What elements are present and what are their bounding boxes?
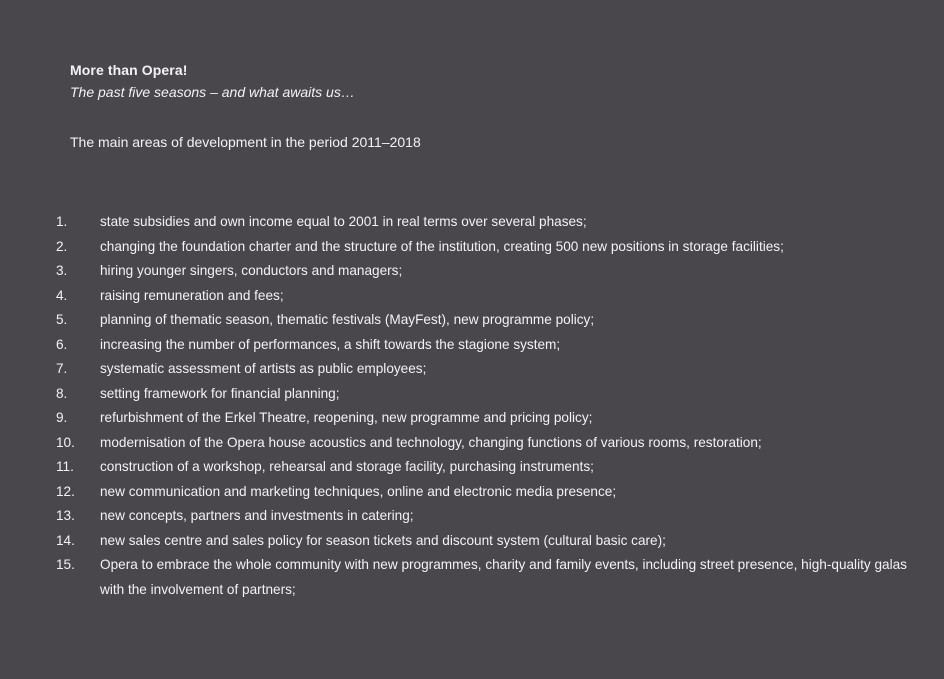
item-text: refurbishment of the Erkel Theatre, reopening, new programme and pricing policy; <box>100 410 593 425</box>
list-item <box>56 529 916 554</box>
list-item <box>56 504 916 529</box>
item-text: setting framework for financial planning; <box>100 385 340 401</box>
item-number: 13. <box>56 508 75 523</box>
list-item <box>56 406 916 431</box>
item-number: 14. <box>56 532 75 548</box>
item-number: 10. <box>56 434 75 450</box>
list-item <box>56 382 916 407</box>
list-item <box>56 259 916 284</box>
item-text: construction of a workshop, rehearsal and storage facility, purchasing instruments; <box>100 459 594 474</box>
list-item <box>56 308 916 333</box>
item-text: raising remuneration and fees; <box>100 287 284 303</box>
list-item <box>56 357 916 382</box>
page-subtitle: The past five seasons – and what awaits us… <box>70 84 355 100</box>
item-number: 8. <box>56 385 68 401</box>
list-item <box>56 431 916 456</box>
list-item <box>56 480 916 505</box>
item-text: state subsidies and own income equal to 2001 in real terms over several phases; <box>100 214 587 229</box>
item-text: modernisation of the Opera house acoustics and technology, changing functions of various rooms, restoration; <box>100 434 762 450</box>
item-text: new sales centre and sales policy for season tickets and discount system (cultural basic care); <box>100 532 666 548</box>
item-text: systematic assessment of artists as public employees; <box>100 361 427 376</box>
item-number: 4. <box>56 287 68 303</box>
intro-text: The main areas of development in the period 2011–2018 <box>70 134 421 150</box>
item-text: hiring younger singers, conductors and managers; <box>100 263 403 278</box>
list-item <box>56 210 916 235</box>
item-number: 1. <box>56 214 68 229</box>
item-number: 15. <box>56 557 75 572</box>
list-item <box>56 284 916 309</box>
list-item <box>56 235 916 260</box>
item-text: new concepts, partners and investments in catering; <box>100 508 414 523</box>
item-text: increasing the number of performances, a shift towards the stagione system; <box>100 336 561 352</box>
item-number: 9. <box>56 410 68 425</box>
item-number: 11. <box>56 459 74 474</box>
item-number: 7. <box>56 361 68 376</box>
item-number: 6. <box>56 336 68 352</box>
item-number: 3. <box>56 263 68 278</box>
item-text: Opera to embrace the whole community with new programmes, charity and family events, including street presence, high-quality galas with the involvement of partners; <box>100 557 907 597</box>
list-item <box>56 553 916 602</box>
list-item <box>56 455 916 480</box>
development-list <box>56 210 916 602</box>
item-text: planning of thematic season, thematic festivals (MayFest), new programme policy; <box>100 312 595 327</box>
item-text: changing the foundation charter and the structure of the institution, creating 500 new positions in storage facilities; <box>100 238 784 254</box>
item-text: new communication and marketing techniques, online and electronic media presence; <box>100 483 617 499</box>
item-number: 5. <box>56 312 68 327</box>
document-page <box>56 60 920 597</box>
item-number: 2. <box>56 238 68 254</box>
item-number: 12. <box>56 483 75 499</box>
page-title: More than Opera! <box>70 62 188 78</box>
list-item <box>56 333 916 358</box>
